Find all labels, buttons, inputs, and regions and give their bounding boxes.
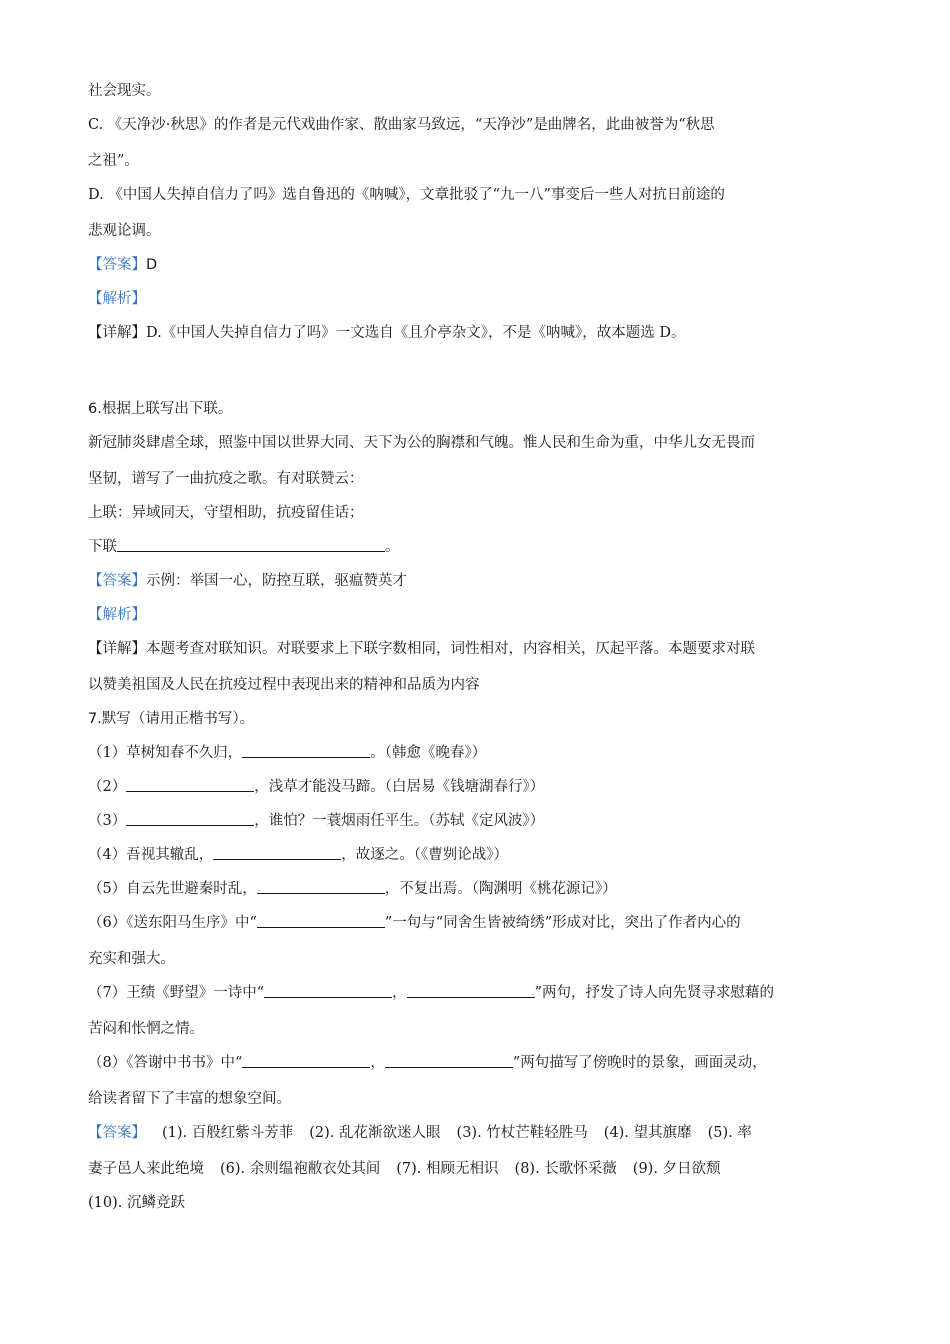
q5-option-c-cont: 之祖”。 (88, 153, 139, 169)
answer-tag: 【答案】 (88, 257, 146, 273)
answer-blank[interactable] (126, 777, 254, 792)
item-text: （5）自云先世避秦时乱， (88, 881, 257, 897)
q6-detail-cont: 以赞美祖国及人民在抗疫过程中表现出来的精神和品质为内容 (88, 677, 480, 693)
answer-blank[interactable] (385, 1053, 513, 1068)
q5-analysis (88, 289, 146, 309)
answer-item: (1). 百般红紫斗芳菲 (162, 1125, 294, 1141)
q7-item-3 (88, 811, 544, 831)
item-text: （2） (88, 779, 127, 795)
q7-answer-line-1 (88, 1123, 752, 1143)
answer-item: (9). 夕日欲颓 (632, 1161, 721, 1177)
answer-tag: 【答案】 (88, 573, 146, 589)
q5-detail (88, 323, 685, 343)
lower-label: 下联 (88, 539, 117, 555)
q7-item-7 (88, 983, 774, 1003)
q5-option-c: C. 《天净沙·秋思》的作者是元代戏曲作家、散曲家马致远，“天净沙”是曲牌名，此曲被誉为“秋思 (88, 117, 715, 133)
answer-blank[interactable] (242, 1053, 370, 1068)
answer-blank[interactable] (126, 811, 254, 826)
answer-blank[interactable] (257, 913, 385, 928)
answer-item: (10). 沉鳞竞跃 (88, 1195, 185, 1211)
answer-item: (6). 余则缊袍敝衣处其间 (220, 1161, 381, 1177)
q7-answer-line-3 (88, 1193, 185, 1213)
q6-lower-couplet (88, 537, 400, 557)
q7-answer-line-2 (88, 1159, 721, 1179)
item-text: （8）《答谢中书书》中“ (88, 1055, 243, 1071)
answer-item: (8). 长歌怀采薇 (514, 1161, 617, 1177)
item-text: ，不复出焉。（陶渊明《桃花源记》） (384, 881, 617, 897)
q5-answer (88, 255, 157, 275)
detail-tag: 【详解】 (88, 641, 146, 657)
detail-text: D.《中国人失掉自信力了吗》一文选自《且介亭杂文》，不是《呐喊》，故本题选 D。 (146, 325, 686, 341)
q7-item-7-cont: 苦闷和怅惘之情。 (88, 1021, 204, 1037)
q6-answer (88, 571, 407, 591)
answer-tag: 【答案】 (88, 1125, 146, 1141)
q6-upper-couplet: 上联：异域同天，守望相助，抗疫留佳话； (88, 505, 364, 521)
q7-item-4 (88, 845, 508, 865)
answer-blank[interactable] (407, 983, 535, 998)
q7-title-text: 7.默写（请用正楷书写）。 (88, 711, 255, 727)
answer-value: D (146, 257, 158, 273)
q5-option-d: D. 《中国人失掉自信力了吗》选自鲁迅的《呐喊》，文章批驳了“九一八”事变后一些人对抗日前途的 (88, 187, 725, 203)
q7-item-1 (88, 743, 486, 763)
q7-item-2 (88, 777, 544, 797)
q7-item-8-cont: 给读者留下了丰富的想象空间。 (88, 1091, 291, 1107)
answer-blank[interactable] (264, 983, 392, 998)
answer-item: (7). 相顾无相识 (396, 1161, 499, 1177)
q7-item-6-cont: 充实和强大。 (88, 951, 175, 967)
answer-blank[interactable] (242, 743, 370, 758)
answer-item: 妻子邑人来此绝境 (88, 1161, 204, 1177)
q6-intro-cont: 坚韧，谱写了一曲抗疫之歌。有对联赞云： (88, 471, 364, 487)
q6-intro: 新冠肺炎肆虐全球，照鉴中国以世界大同、天下为公的胸襟和气魄。惟人民和生命为重，中华儿女无畏而 (88, 435, 755, 451)
answer-item: (3). 竹杖芒鞋轻胜马 (456, 1125, 588, 1141)
detail-tag: 【详解】 (88, 325, 146, 341)
q6-title-text: 6.根据上联写出下联。 (88, 401, 233, 417)
q7-title (88, 709, 254, 729)
item-text: ”一句与“同舍生皆被绮绣”形成对比，突出了作者内心的 (384, 915, 741, 931)
lower-suffix: 。 (385, 539, 400, 555)
item-text: （4）吾视其辙乱， (88, 847, 214, 863)
item-text: ”两句，抒发了诗人向先贤寻求慰藉的 (534, 985, 775, 1001)
q7-item-6 (88, 913, 741, 933)
answer-value: 示例：举国一心，防控互联，驱瘟赞英才 (146, 573, 407, 589)
item-text: （3） (88, 813, 127, 829)
q7-item-5 (88, 879, 617, 899)
item-text: ， (392, 985, 407, 1001)
item-text: ，故逐之。（《曹刿论战》） (341, 847, 508, 863)
answer-blank[interactable] (213, 845, 341, 860)
analysis-tag: 【解析】 (88, 607, 146, 623)
item-text: ”两句描写了傍晚时的景象，画面灵动， (512, 1055, 767, 1071)
analysis-tag: 【解析】 (88, 291, 146, 307)
q6-analysis (88, 605, 146, 625)
answer-blank[interactable] (117, 537, 385, 552)
item-text: ，浅草才能没马蹄。（白居易《钱塘湖春行》） (254, 779, 545, 795)
q7-item-8 (88, 1053, 767, 1073)
q6-detail (88, 639, 755, 659)
item-text: ， (370, 1055, 385, 1071)
item-text: （7）王绩《野望》一诗中“ (88, 985, 265, 1001)
item-text: 。（韩愈《晚春》） (370, 745, 487, 761)
answer-item: (4). 望其旗靡 (603, 1125, 692, 1141)
q5-option-d-cont: 悲观论调。 (88, 223, 161, 239)
answer-item: (2). 乱花渐欲迷人眼 (309, 1125, 441, 1141)
q5-text-line: 社会现实。 (88, 83, 161, 99)
item-text: （6）《送东阳马生序》中“ (88, 915, 257, 931)
item-text: ，谁怕？一蓑烟雨任平生。（苏轼《定风波》） (254, 813, 545, 829)
answer-item: (5). 率 (707, 1125, 752, 1141)
item-text: （1）草树知春不久归， (88, 745, 243, 761)
q6-title (88, 399, 232, 419)
detail-text: 本题考查对联知识。对联要求上下联字数相同，词性相对，内容相关，仄起平落。本题要求对联 (146, 641, 755, 657)
answer-blank[interactable] (257, 879, 385, 894)
